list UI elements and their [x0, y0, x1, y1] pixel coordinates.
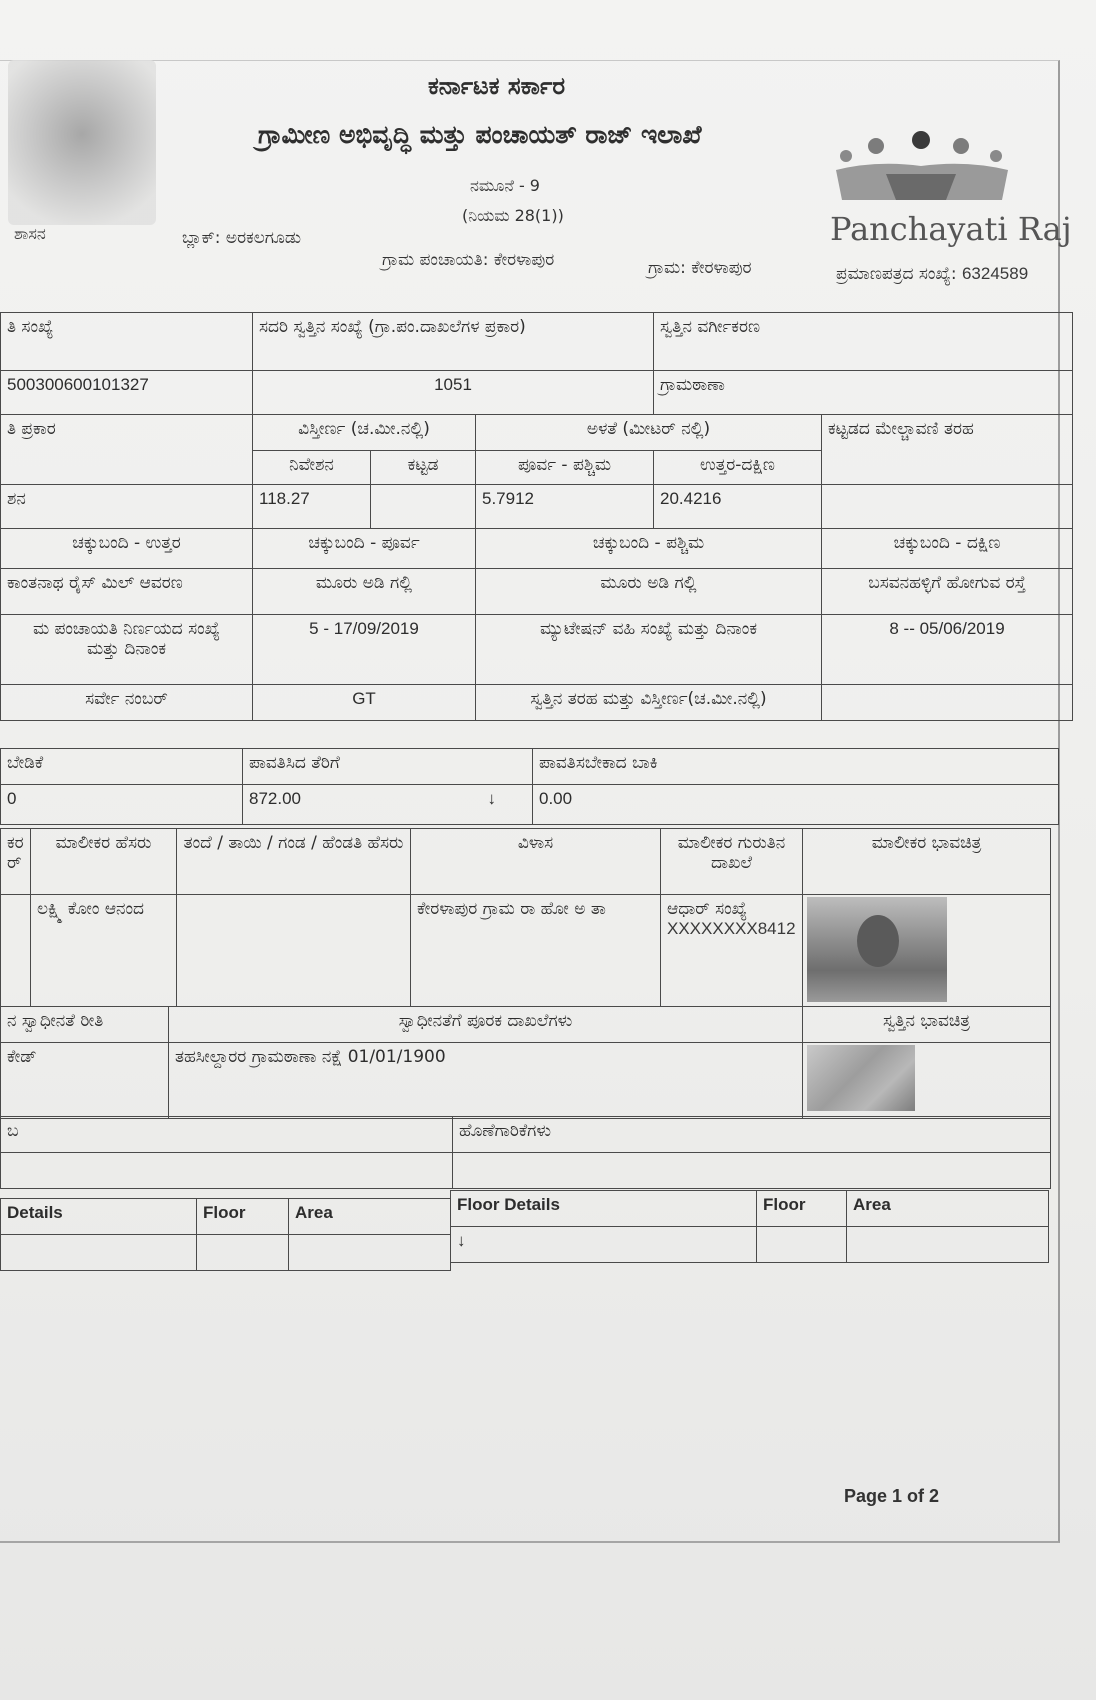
liabilities-label: ಹೊಣೆಗಾರಿಕೆಗಳು: [453, 1117, 1051, 1153]
tax-paid-value: 872.00: [249, 789, 301, 808]
sadari-number-value: 1051: [253, 371, 654, 415]
property-type-label: ತಿ ಪ್ರಕಾರ: [1, 415, 253, 485]
owner-photo: [807, 897, 947, 1002]
property-photo-label: ಸ್ವತ್ತಿನ ಭಾವಚಿತ್ರ: [803, 1007, 1051, 1043]
owner-id-label: ಮಾಲೀಕರ ಗುರುತಿನ ದಾಖಲೆ: [661, 829, 803, 895]
area-cell-right: [847, 1227, 1049, 1263]
south-boundary-value: ಬಸವನಹಳ್ಳಿಗೆ ಹೋಗುವ ರಸ್ತೆ: [822, 569, 1073, 615]
liabilities-left-value: [1, 1153, 453, 1189]
relation-name-value: [177, 895, 411, 1007]
classification-value: ಗ್ರಾಮಠಾಣಾ: [654, 371, 1073, 415]
liabilities-value: [453, 1153, 1051, 1189]
owner-no-label: ಕರ ರ್: [1, 829, 31, 895]
ownership-table: [0, 1006, 1051, 1119]
owner-no-value: [1, 895, 31, 1007]
address-value: ಕೇರಳಾಪುರ ಗ್ರಾಮ ರಾ ಹೋ ಅ ತಾ: [411, 895, 661, 1007]
east-west-value: 5.7912: [476, 485, 654, 529]
floor-cell-right: [757, 1227, 847, 1263]
gram-panchayat: ಗ್ರಾಮ ಪಂಚಾಯತಿ: ಕೇರಳಾಪುರ: [382, 250, 555, 270]
mutation-label: ಮ್ಯುಟೇಷನ್ ವಹಿ ಸಂಖ್ಯೆ ಮತ್ತು ದಿನಾಂಕ: [476, 615, 822, 685]
resolution-label: [1, 615, 253, 685]
sadari-number-label: ಸದರಿ ಸ್ವತ್ತಿನ ಸಂಖ್ಯೆ (ಗ್ರಾ.ಪಂ.ದಾಖಲೆಗಳ ಪ್ರಕಾರ): [253, 313, 654, 371]
panchayati-raj-logo-icon: [826, 130, 1016, 210]
north-boundary-value: ಕಾಂತನಾಥ ರೈಸ್ ಮಿಲ್ ಆವರಣ: [1, 569, 253, 615]
certificate-label: ಪ್ರಮಾಣಪತ್ರದ ಸಂಖ್ಯೆ:: [836, 264, 957, 284]
building-label: ಕಟ್ಟಡ: [371, 451, 476, 485]
east-west-label: ಪೂರ್ವ - ಪಶ್ಚಿಮ: [476, 451, 654, 485]
floor-table-right: [450, 1190, 1049, 1263]
west-boundary-value: ಮೂರು ಅಡಿ ಗಲ್ಲಿ: [476, 569, 822, 615]
owner-name-label: ಮಾಲೀಕರ ಹೆಸರು: [31, 829, 177, 895]
property-type-area-label: ಸ್ವತ್ತಿನ ತರಹ ಮತ್ತು ವಿಸ್ತೀರ್ಣ(ಚ.ಮೀ.ನಲ್ಲಿ): [476, 685, 822, 721]
north-south-label: ಉತ್ತರ-ದಕ್ಷಿಣ: [654, 451, 822, 485]
floor-details-header: Floor Details: [451, 1191, 757, 1227]
site-label: ನಿವೇಶನ: [253, 451, 371, 485]
east-boundary-value: ಮೂರು ಅಡಿ ಗಲ್ಲಿ: [253, 569, 476, 615]
block-name: ಬ್ಲಾಕ್: ಅರಕಲಗೂಡು: [182, 228, 302, 248]
survey-number-value: GT: [253, 685, 476, 721]
roof-type-value: [822, 485, 1073, 529]
demand-label: ಬೇಡಿಕೆ: [1, 749, 243, 785]
balance-label: ಪಾವತಿಸಬೇಕಾದ ಬಾಕಿ: [533, 749, 1059, 785]
west-boundary-label: ಚಕ್ಕುಬಂದಿ - ಪಶ್ಚಿಮ: [476, 529, 822, 569]
certificate-number: 6324589: [961, 264, 1029, 283]
mutation-value: 8 -- 05/06/2019: [822, 615, 1073, 685]
owner-photo-cell: [803, 895, 1051, 1007]
area-label: ವಿಸ್ತೀರ್ಣ (ಚ.ಮೀ.ನಲ್ಲಿ): [253, 415, 476, 451]
owner-photo-label: ಮಾಲೀಕರ ಭಾವಚಿತ್ರ: [803, 829, 1051, 895]
east-boundary-label: ಚಕ್ಕುಬಂದಿ - ಪೂರ್ವ: [253, 529, 476, 569]
resolution-value: 5 - 17/09/2019: [253, 615, 476, 685]
page-number: Page 1 of 2: [844, 1486, 940, 1506]
owner-id-value: [661, 895, 803, 1007]
demand-value: 0: [1, 785, 243, 825]
owner-face: [857, 915, 899, 967]
relation-name-label: ತಂದೆ / ತಾಯಿ / ಗಂಡ / ಹೆಂಡತಿ ಹೆಸರು: [177, 829, 411, 895]
roof-type-label: ಕಟ್ಟಡದ ಮೇಲ್ಚಾವಣಿ ತರಹ: [822, 415, 1073, 485]
tax-table: [0, 748, 1059, 825]
floor-table-left: [0, 1198, 451, 1271]
property-table: [0, 312, 1073, 721]
floor-header: Floor: [197, 1199, 289, 1235]
details-header: Details: [1, 1199, 197, 1235]
arrow-down-icon: ↓: [487, 789, 496, 808]
emblem-caption: ಶಾಸನ: [14, 224, 46, 243]
property-photo: [807, 1045, 915, 1111]
certificate-number-row: [836, 264, 1028, 284]
ownership-docs-value: ತಹಸೀಲ್ದಾರರ ಗ್ರಾಮಠಾಣಾ ನಕ್ಷೆ 01/01/1900: [169, 1043, 803, 1119]
address-label: ವಿಳಾಸ: [411, 829, 661, 895]
department-title: ಗ್ರಾಮೀಣ ಅಭಿವೃದ್ಧಿ ಮತ್ತು ಪಂಚಾಯತ್ ರಾಜ್ ಇಲಾಖೆ: [258, 120, 702, 149]
floor-header-right: Floor: [757, 1191, 847, 1227]
site-area-value: 118.27: [253, 485, 371, 529]
aadhaar-label: ಆಧಾರ್ ಸಂಖ್ಯೆ: [667, 899, 748, 919]
property-type-area-value: [822, 685, 1073, 721]
resolution-label-line2: ಮತ್ತು ದಿನಾಂಕ: [86, 639, 167, 659]
details-cell: [1, 1235, 197, 1271]
area-cell: [289, 1235, 451, 1271]
resolution-label-line1: ಮ ಪಂಚಾಯತಿ ನಿರ್ಣಯದ ಸಂಖ್ಯೆ: [32, 619, 221, 639]
liabilities-table: [0, 1116, 1051, 1189]
ownership-mode-label: ನ ಸ್ವಾಧೀನತೆ ರೀತಿ: [1, 1007, 169, 1043]
panchayati-raj-text: Panchayati Raj: [830, 210, 1072, 248]
owner-table: [0, 828, 1051, 1007]
owner-name-value: ಲಕ್ಷ್ಮಿ ಕೋಂ ಆನಂದ: [31, 895, 177, 1007]
ownership-docs-label: ಸ್ವಾಧೀನತೆಗೆ ಪೂರಕ ದಾಖಲೆಗಳು: [169, 1007, 803, 1043]
south-boundary-label: ಚಕ್ಕುಬಂದಿ - ದಕ್ಷಿಣ: [822, 529, 1073, 569]
measurement-label: ಅಳತೆ (ಮೀಟರ್ ನಲ್ಲಿ): [476, 415, 822, 451]
floor-cell: [197, 1235, 289, 1271]
classification-label: ಸ್ವತ್ತಿನ ವರ್ಗೀಕರಣ: [654, 313, 1073, 371]
property-type-value: ಶನ: [1, 485, 253, 529]
karnataka-emblem-icon: [8, 60, 156, 225]
survey-number-label: ಸರ್ವೇ ನಂಬರ್: [1, 685, 253, 721]
north-south-value: 20.4216: [654, 485, 822, 529]
village-name: ಗ್ರಾಮ: ಕೇರಳಾಪುರ: [648, 258, 752, 278]
area-header: Area: [289, 1199, 451, 1235]
ownership-mode-value: ಕೇಡ್: [1, 1043, 169, 1119]
property-photo-cell: [803, 1043, 1051, 1119]
balance-value: 0.00: [533, 785, 1059, 825]
building-area-value: [371, 485, 476, 529]
govt-title: ಕರ್ನಾಟಕ ಸರ್ಕಾರ: [428, 72, 566, 100]
liabilities-left-label: ಬ: [1, 1117, 453, 1153]
property-id-label: ತಿ ಸಂಖ್ಯೆ: [1, 313, 253, 371]
property-id-value: 500300600101327: [1, 371, 253, 415]
area-header-right: Area: [847, 1191, 1049, 1227]
north-boundary-label: ಚಕ್ಕುಬಂದಿ - ಉತ್ತರ: [1, 529, 253, 569]
aadhaar-number: XXXXXXXX8412: [667, 919, 796, 938]
arrow-down-icon: ↓: [451, 1227, 757, 1263]
rule-number: (ನಿಯಮ 28(1)): [462, 206, 564, 225]
tax-paid-cell: [243, 785, 533, 825]
tax-paid-label: ಪಾವತಿಸಿದ ತೆರಿಗೆ: [243, 749, 533, 785]
form-number: ನಮೂನೆ - 9: [470, 176, 540, 195]
